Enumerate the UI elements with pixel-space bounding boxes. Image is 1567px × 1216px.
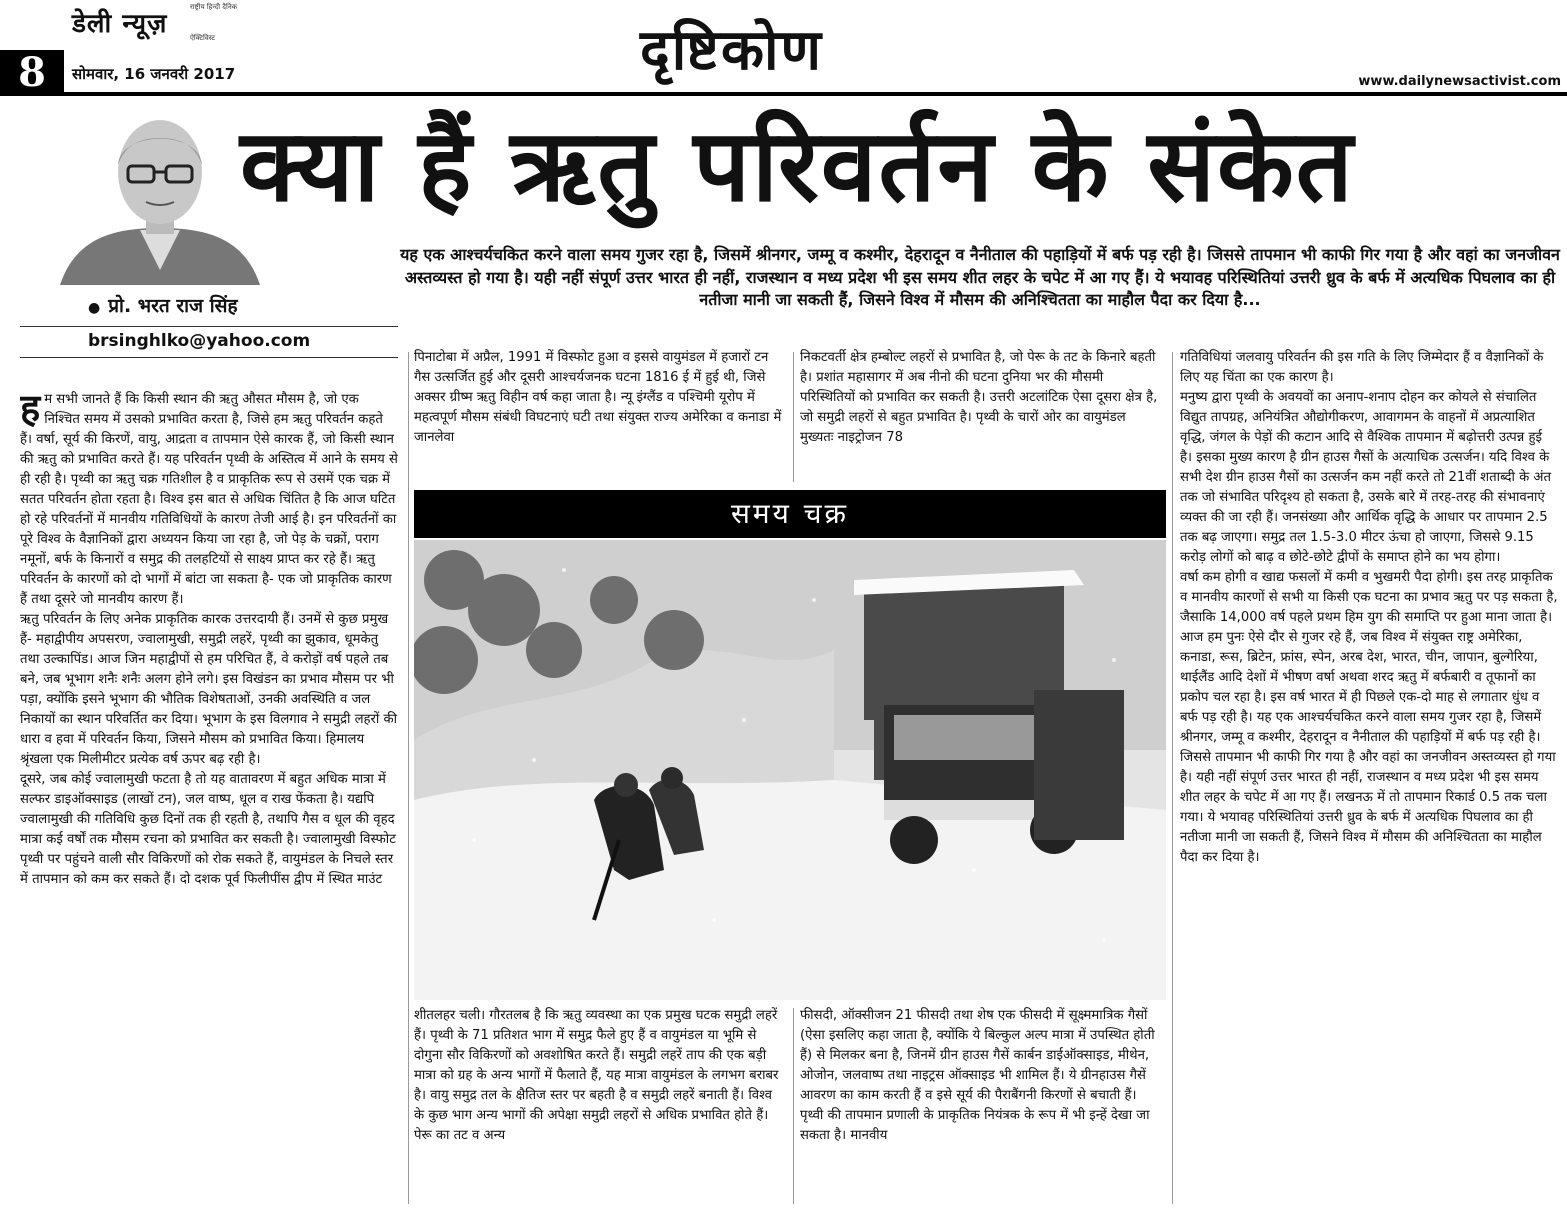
paragraph: हम सभी जानते हैं कि किसी स्थान की ऋतु औसत मौसम है, जो एक निश्चित समय में उसको प्रभावित करता है, जिसे हम ऋतु परिवर्तन कहते हैं। वर्षा, सूर्य की किरणें, वायु, आद्रता व तापमान ऐसे कारक हैं, जो किसी स्थान की ऋतु को प्रभावित करते हैं। यह परिवर्तन पृथ्वी के अस्तित्व में आने के समय से ही रही है। पृथ्वी का ऋतु चक्र गतिशील है व प्राकृतिक रूप से उसमें एक चक्र में सतत परिवर्तन होता रहता है। विश्व इस बात से अधिक चिंतित है कि आज घटित हो रहे परिवर्तनों में मानवीय गतिविधियों के कारण तेजी आई है। इन परिवर्तनों का पूरे विश्व के वैज्ञानिकों द्वारा अध्ययन किया जा रहा है, जो पेड़ के चक्रों, पराग नमूनों, बर्फ के किनारों व समुद्र की तलहटियों से साक्ष्य प्राप्त कर रहे हैं। ऋतु परिवर्तन के कारणों को दो भागों में बांटा जा सकता है- एक जो प्राकृतिक कारण हैं तथा दूसरे जो मानवीय कारण हैं। xyxy=(20,390,398,607)
author-byline: ● प्रो. भरत राज सिंह xyxy=(88,295,238,317)
paragraph: मनुष्य द्वारा पृथ्वी के अवयवों का अनाप-शनाप दोहन कर कोयले से संचालित विद्युत तापग्रह, अनियंत्रित औद्योगीकरण, आवागमन के वाहनों में अप्रत्याशित वृद्धि, जंगल के पेड़ों की कटान आदि से वैश्विक तापमान में बढ़ोत्तरी उत्पन्न हुई है। इसका मुख्य कारण है ग्रीन हाउस गैसों के अत्याधिक उत्सर्जन। यदि विश्व के सभी देश ग्रीन हाउस गैसों का उत्सर्जन कम नहीं करते तो 21वीं शताब्दी के अंत तक जो संभावित परिदृश्य हो सकता है, उसके बारे में तरह-तरह की संभावनाएं व्यक्त की जा रही हैं। जनसंख्या और आर्थिक वृद्धि के आधार पर तापमान 2.5 तक बढ़ जाएगा। समुद्र तल 1.5-3.0 मीटर ऊंचा हो जाएगा, जिससे 9.15 करोड़ लोगों को बाढ़ व छोटे-छोटे द्वीपों के समाप्त होने का भय होगा। xyxy=(1180,390,1551,565)
author-email[interactable]: brsinghlko@yahoo.com xyxy=(88,331,311,351)
article-column-2-bottom: शीतलहर चली। गौरतलब है कि ऋतु व्यवस्था का एक प्रमुख घटक समुद्री लहरें हैं। पृथ्वी के 71 प्रतिशत भाग में समुद्र फैले हुए हैं व वायुमंडल या भूमि से दोगुना सौर विकिरणों को अवशोषित करते हैं। समुद्री लहरें ताप की एक बड़ी मात्रा को ग्रह के अन्य भागों में फैलाते हैं, यह मात्रा वायुमंडल के लगभग बराबर है। वायु समुद्र तल के क्षैतिज स्तर पर बहती है व समुद्री लहरें बनाती हैं। विश्व के कुछ भाग अन्य भागों की अपेक्षा समुद्री लहरों से अधिक प्रभावित होते हैं। पेरू का तट व अन्य xyxy=(414,1008,779,1143)
newspaper-name: डेली न्यूज़ xyxy=(72,9,168,39)
article-column-2-top: पिनाटोबा में अप्रैल, 1991 में विस्फोट हुआ व इससे वायुमंडल में हजारों टन गैस उत्सर्जित हुई और दूसरी आश्चर्यजनक घटना 1816 ई में हुई थी, जिसे अक्सर ग्रीष्म ऋतु विहीन वर्ष कहा जाता है। न्यू इंग्लैंड व पश्चिमी यूरोप में महत्वपूर्ण मौसम संबंधी विघटनाएं घटी तथा संयुक्त राज्य अमेरिका व कनाडा में जानलेवा xyxy=(414,350,782,445)
issue-date: सोमवार, 16 जनवरी 2017 xyxy=(72,65,236,83)
paragraph: दूसरे, जब कोई ज्वालामुखी फटता है तो यह वातावरण में बहुत अधिक मात्रा में सल्फर डाइऑक्साइड (लाखों टन), जल वाष्प, धूल व राख फेंकता है। यद्यपि ज्वालामुखी की गतिविधि कुछ दिनों तक ही रहती है, तथापि गैस व धूल की वृहद मात्रा कई वर्षों तक मौसम रचना को प्रभावित कर सकती है। ज्वालामुखी विस्फोट पृथ्वी पर पहुंचने वाली सौर विकिरणों को रोक सकते हैं, वायुमंडल के निचले स्तर में तापमान को कम कर सकते हैं। दो दशक पूर्व फिलीपींस द्वीप में स्थित माउंट xyxy=(20,772,396,887)
article-column-3-bottom: फीसदी, ऑक्सीजन 21 फीसदी तथा शेष एक फीसदी में सूक्ष्ममात्रिक गैसों (ऐसा इसलिए कहा जाता है, क्योंकि ये बिल्कुल अल्प मात्रा में उपस्थित होती हैं) से मिलकर बना है, जिनमें ग्रीन हाउस गैसें कार्बन डाईऑक्साइड, मीथेन, ओजोन, जलवाष्प तथा नाइट्रस ऑक्साइड भी शामिल हैं। ये ग्रीनहाउस गैसें आवरण का काम करती हैं व इसे सूर्य की पैराबैंगनी किरणों से बचाती हैं। पृथ्वी की तापमान प्रणाली के प्राकृतिक नियंत्रक के रूप में भी इन्हें देखा जा सकता है। मानवीय xyxy=(800,1008,1155,1143)
paragraph: ऋतु परिवर्तन के लिए अनेक प्राकृतिक कारक उत्तरदायी हैं। उनमें से कुछ प्रमुख हैं- महाद्वीपीय अपसरण, ज्वालामुखी, समुद्री लहरें, पृथ्वी का झुकाव, धूमकेतु तथा उल्कापिंड। आज जिन महाद्वीपों से हम परिचित हैं, वे करोड़ों वर्ष पहले तब बने, जब भूभाग शनैः शनैः अलग होने लगे। इस विखंडन का प्रभाव मौसम पर भी पड़ा, क्योंकि इसने भूभाग की भौतिक विशेषताओं, उनकी अवस्थिति व जल निकायों का स्थान परिवर्तित कर दिया। भूभाग के इस विलगाव ने समुद्री लहरों की धारा व हवा में परिवर्तन किया, जिसने मौसम को प्रभावित किया। हिमालय श्रृंखला एक मिलीमीटर प्रत्येक वर्ष ऊपर बढ़ रही है। xyxy=(20,612,398,767)
article-headline: क्या हैं ऋतु परिवर्तन के संकेत xyxy=(240,107,1355,224)
column-divider xyxy=(793,352,794,482)
header-divider xyxy=(64,92,1567,96)
snow-scene-photo xyxy=(414,540,1166,1000)
page-number: 8 xyxy=(0,50,64,96)
masthead-tagline-bottom: ऐक्टिविस्ट xyxy=(190,34,215,42)
article-intro: यह एक आश्चर्यचकित करने वाला समय गुजर रहा है, जिसमें श्रीनगर, जम्मू व कश्मीर, देहरादून व नैनीताल की पहाड़ियों में बर्फ पड़ रही है। जिससे तापमान भी काफी गिर गया है और वहां का जनजीवन अस्तव्यस्त हो गया है। यही नहीं संपूर्ण उत्तर भारत ही नहीं, राजस्थान व मध्य प्रदेश भी इस समय शीत लहर के चपेट में आ गए हैं। ये भयावह परिस्थितियां उत्तरी ध्रुव के बर्फ में अत्यधिक पिघलाव का ही नतीजा मानी जा सकती हैं, जिसने विश्व में मौसम की अनिश्चितता का माहौल पैदा कर दिया है... xyxy=(400,245,1560,309)
article-column-3-top: निकटवर्ती क्षेत्र हम्बोल्ट लहरों से प्रभावित है, जो पेरू के तट के किनारे बहती है। प्रशांत महासागर में अब नीनो की घटना दुनिया भर की मौसमी परिस्थितियों को प्रभावित कर सकती है। उत्तरी अटलांटिक ऐसा दूसरा क्षेत्र है, जो समुद्री लहरों से बहुत प्रभावित है। पृथ्वी के चारों ओर का वायुमंडल मुख्यतः नाइट्रोजन 78 xyxy=(800,350,1158,445)
author-name: प्रो. भरत राज सिंह xyxy=(108,295,238,317)
article-column-1 xyxy=(20,390,398,1210)
masthead-tagline-top: राष्ट्रीय हिन्दी दैनिक xyxy=(190,3,238,11)
column-divider xyxy=(408,352,409,1204)
website-link[interactable]: www.dailynewsactivist.com xyxy=(1358,74,1561,89)
section-title: दृष्टिकोण xyxy=(640,18,823,83)
article-column-4 xyxy=(1180,348,1558,1210)
paragraph: गतिविधियां जलवायु परिवर्तन की इस गति के लिए जिम्मेदार हैं व वैज्ञानिकों के लिए यह चिंता का एक कारण है। xyxy=(1180,350,1544,385)
paragraph: वर्षा कम होगी व खाद्य फसलों में कमी व भुखमरी पैदा होगी। इस तरह प्राकृतिक व मानवीय कारणों से सभी या किसी एक घटना का प्रभाव ऋतु पर पड़ सकता है, जैसाकि 14,000 वर्ष पहले प्रथम हिम युग की समाप्ति पर हुआ माना जाता है। आज हम पुनः ऐसे दौर से गुजर रहे हैं, जब विश्व में संयुक्त राष्ट्र अमेरिका, कनाडा, रूस, ब्रिटेन, फ्रांस, स्पेन, अरब देश, भारत, चीन, जापान, बुल्गेरिया, थाईलैंड आदि देशों में भीषण वर्षा अथवा शरद ऋतु में बर्फबारी व तूफानों का प्रकोप चल रहा है। इस वर्ष भारत में ही पिछले एक-दो माह से लगातार धुंध व बर्फ पड़ रही है। यह एक आश्चर्यचकित करने वाला समय गुजर रहा है, जिसमें श्रीनगर, जम्मू व कश्मीर, देहरादून व नैनीताल की पहाड़ियों में बर्फ पड़ रही है। जिससे तापमान भी काफी गिर गया है और वहां का जनजीवन अस्तव्यस्त हो गया है। यही नहीं संपूर्ण उत्तर भारत ही नहीं, राजस्थान व मध्य प्रदेश भी इस समय शीत लहर के चपेट में आ गए हैं। लखनऊ में तो तापमान रिकार्ड 0.5 तक चला गया। ये भयावह परिस्थितियां उत्तरी ध्रुव के बर्फ में अत्यधिक पिघलाव का ही नतीजा मानी जा सकती हैं, जिसने विश्व में मौसम की अनिश्चितता का माहौल पैदा कर दिया है। xyxy=(1180,570,1558,865)
column-divider xyxy=(1172,352,1173,1204)
drop-cap: ह xyxy=(20,390,41,430)
column-divider xyxy=(793,1008,794,1204)
image-banner: समय चक्र xyxy=(414,490,1166,538)
